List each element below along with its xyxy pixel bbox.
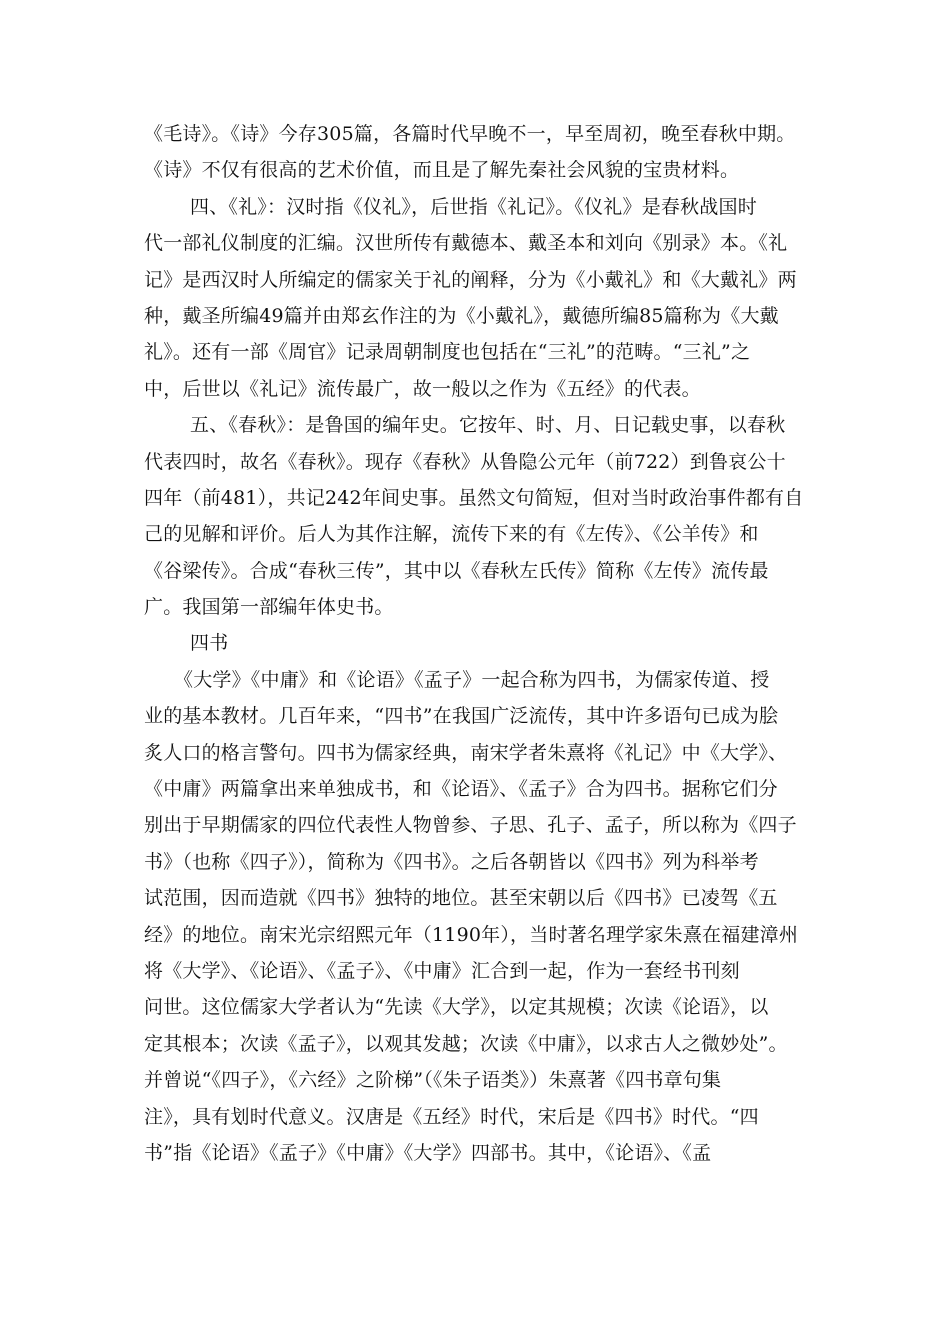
section-heading: 四书 (190, 632, 229, 655)
text-line: 《毛诗》。《诗》今存305篇，各篇时代早晚不一，早至周初，晚至春秋中期。 (144, 123, 796, 145)
text-line: 书”指《论语》《孟子》《中庸》《大学》四部书。其中，《论语》、《孟 (144, 1141, 712, 1164)
text-line: 礼》。还有一部《周官》记录周朝制度也包括在“三礼”的范畴。“三礼”之 (144, 341, 751, 364)
paragraph-start-line: 四、《礼》：汉时指《仪礼》，后世指《礼记》。《仪礼》是春秋战国时 (190, 195, 757, 218)
paragraph-start-line: 《大学》《中庸》和《论语》《孟子》一起合称为四书，为儒家传道、授 (174, 668, 770, 691)
text-line: 并曾说“《四子》，《六经》之阶梯”（《朱子语类》）朱熹著《四书章句集 (144, 1069, 722, 1092)
text-line: 四年（前481），共记242年间史事。虽然文句简短，但对当时政治事件都有自 (144, 486, 804, 509)
text-line: 别出于早期儒家的四位代表性人物曾参、子思、孔子、孟子，所以称为《四子 (144, 814, 797, 837)
text-line: 己的见解和评价。后人为其作注解，流传下来的有《左传》、《公羊传》和 (144, 523, 759, 546)
text-line: 书》（也称《四子》），简称为《四书》。之后各朝皆以《四书》列为科举考 (144, 850, 759, 873)
text-line: 问世。这位儒家大学者认为“先读《大学》，以定其规模；次读《论语》，以 (144, 996, 769, 1019)
text-line: 《谷梁传》。合成“春秋三传”，其中以《春秋左氏传》简称《左传》流传最 (144, 559, 769, 582)
text-line: 定其根本；次读《孟子》，以观其发越；次读《中庸》，以求古人之微妙处”。 (144, 1032, 788, 1055)
document-body (144, 116, 814, 1171)
text-line: 广。我国第一部编年体史书。 (144, 596, 394, 619)
text-line: 业的基本教材。几百年来，“四书”在我国广泛流传，其中许多语句已成为脍 (144, 705, 779, 728)
text-line: 代表四时，故名《春秋》。现存《春秋》从鲁隐公元年（前722）到鲁哀公十 (144, 450, 786, 473)
text-line: 《诗》不仅有很高的艺术价值，而且是了解先秦社会风貌的宝贵材料。 (144, 159, 740, 182)
paragraph-start-line: 五、《春秋》：是鲁国的编年史。它按年、时、月、日记载史事，以春秋 (190, 414, 786, 437)
text-line: 种，戴圣所编49篇并由郑玄作注的为《小戴礼》，戴德所编85篇称为《大戴 (144, 304, 779, 327)
text-line: 代一部礼仪制度的汇编。汉世所传有戴德本、戴圣本和刘向《别录》本。《礼 (144, 232, 788, 255)
text-line: 试范围，因而造就《四书》独特的地位。甚至宋朝以后《四书》已凌驾《五 (144, 887, 778, 910)
text-line: 记》是西汉时人所编定的儒家关于礼的阐释，分为《小戴礼》和《大戴礼》两 (144, 268, 797, 291)
text-line: 中，后世以《礼记》流传最广，故一般以之作为《五经》的代表。 (144, 377, 701, 400)
text-line: 将《大学》、《论语》、《孟子》、《中庸》汇合到一起，作为一套经书刊刻 (144, 959, 740, 982)
text-line: 《中庸》两篇拿出来单独成书，和《论语》、《孟子》合为四书。据称它们分 (144, 778, 778, 801)
text-line: 经》的地位。南宋光宗绍熙元年（1190年），当时著名理学家朱熹在福建漳州 (144, 923, 799, 946)
text-line: 注》，具有划时代意义。汉唐是《五经》时代，宋后是《四书》时代。“四 (144, 1105, 759, 1128)
text-line: 炙人口的格言警句。四书为儒家经典，南宋学者朱熹将《礼记》中《大学》、 (144, 741, 788, 764)
